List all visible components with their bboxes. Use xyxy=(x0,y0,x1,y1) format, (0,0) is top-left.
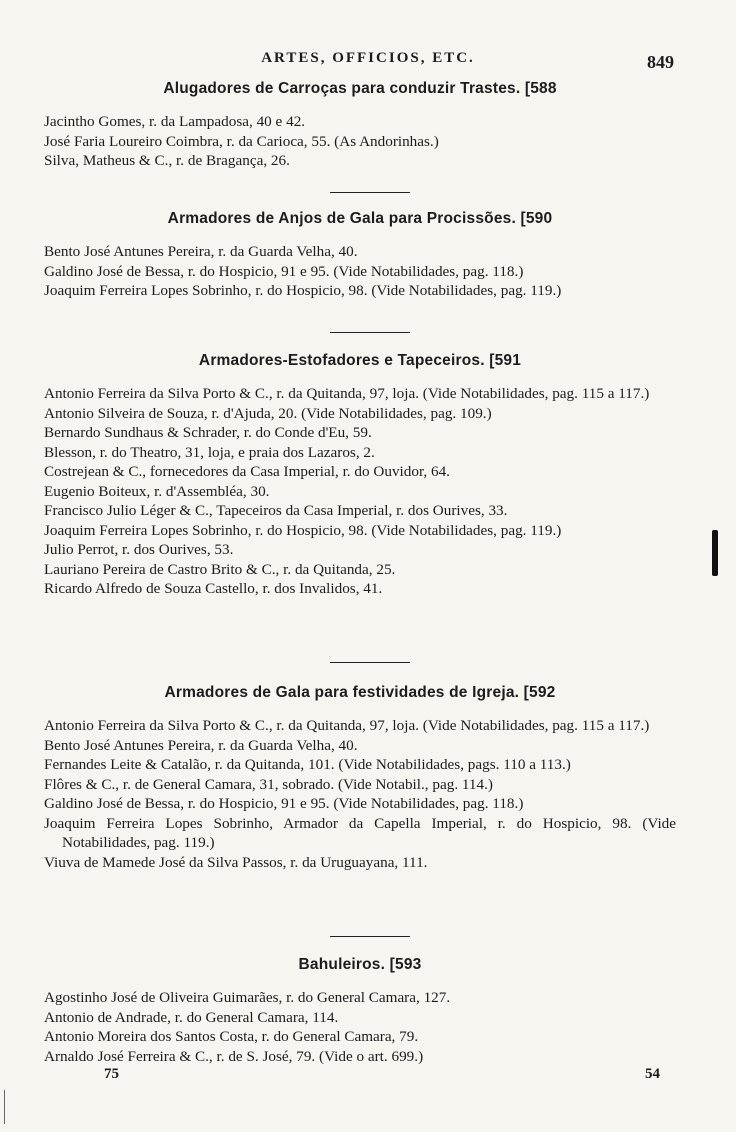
signature-mark-right: 54 xyxy=(645,1066,660,1082)
section-title: Bahuleiros. [593 xyxy=(298,956,422,973)
list-item: Jacintho Gomes, r. da Lampadosa, 40 e 42. xyxy=(44,113,306,130)
list-item: Flôres & C., r. de General Camara, 31, sobrado. (Vide Notabil., pag. 114.) xyxy=(44,775,493,793)
list-item: Bento José Antunes Pereira, r. da Guarda Velha, 40. xyxy=(44,243,358,260)
section-bahuleiros xyxy=(44,956,676,1066)
signature-mark-left: 75 xyxy=(104,1066,119,1082)
list-item: Antonio Ferreira da Silva Porto & C., r. da Quitanda, 97, loja. (Vide Notabilidades, pag. 115 a 117.) xyxy=(44,717,650,734)
list-item: Arnaldo José Ferreira & C., r. de S. José, 79. (Vide o art. 699.) xyxy=(44,1047,424,1065)
list-item: Bento José Antunes Pereira, r. da Guarda Velha, 40. xyxy=(44,736,358,754)
list-item: Joaquim Ferreira Lopes Sobrinho, Armador da Capella Imperial, r. do Hospicio, 98. (Vide Notabilidades, pag. 119.) xyxy=(44,814,676,851)
running-title: ARTES, OFFICIOS, ETC. xyxy=(261,50,475,66)
list-item: Antonio Moreira dos Santos Costa, r. do General Camara, 79. xyxy=(44,1028,419,1045)
scan-edge-line xyxy=(4,1090,5,1124)
list-item: Silva, Matheus & C., r. de Bragança, 26. xyxy=(44,152,290,169)
list-item: Bernardo Sundhaus & Schrader, r. do Conde d'Eu, 59. xyxy=(44,424,372,441)
section-title: Armadores de Anjos de Gala para Procissões. [590 xyxy=(167,210,553,227)
list-item: Joaquim Ferreira Lopes Sobrinho, r. do Hospicio, 98. (Vide Notabilidades, pag. 119.) xyxy=(44,282,562,299)
list-item: Blesson, r. do Theatro, 31, loja, e praia dos Lazaros, 2. xyxy=(44,443,375,461)
list-item: Costrejean & C., fornecedores da Casa Imperial, r. do Ouvidor, 64. xyxy=(44,463,450,480)
list-item: Ricardo Alfredo de Souza Castello, r. dos Invalidos, 41. xyxy=(44,580,383,597)
section-alugadores xyxy=(44,80,676,171)
page-number: 849 xyxy=(647,52,674,72)
section-title: Alugadores de Carroças para conduzir Trastes. [588 xyxy=(163,80,557,97)
list-item: Lauriano Pereira de Castro Brito & C., r. da Quitanda, 25. xyxy=(44,560,396,578)
list-item: Antonio Ferreira da Silva Porto & C., r. da Quitanda, 97, loja. (Vide Notabilidades, pag. 115 a 117.) xyxy=(44,385,650,402)
divider xyxy=(330,192,410,193)
list-item: José Faria Loureiro Coimbra, r. da Carioca, 55. (As Andorinhas.) xyxy=(44,132,439,150)
list-item: Fernandes Leite & Catalão, r. da Quitanda, 101. (Vide Notabilidades, pags. 110 a 113.) xyxy=(44,756,571,773)
list-item: Eugenio Boiteux, r. d'Assembléa, 30. xyxy=(44,482,270,500)
divider xyxy=(330,332,410,333)
list-item: Antonio de Andrade, r. do General Camara, 114. xyxy=(44,1008,339,1026)
section-anjos-de-gala xyxy=(44,210,676,301)
section-estofadores xyxy=(44,352,676,599)
section-title: Armadores-Estofadores e Tapeceiros. [591 xyxy=(198,352,522,369)
section-title: Armadores de Gala para festividades de Igreja. [592 xyxy=(164,684,556,701)
section-gala-igreja xyxy=(44,684,676,872)
list-item: Viuva de Mamede José da Silva Passos, r. da Uruguayana, 111. xyxy=(44,853,428,871)
list-item: Francisco Julio Léger & C., Tapeceiros da Casa Imperial, r. dos Ourives, 33. xyxy=(44,502,508,519)
divider xyxy=(330,662,410,663)
divider xyxy=(330,936,410,937)
list-item: Agostinho José de Oliveira Guimarães, r. do General Camara, 127. xyxy=(44,989,451,1006)
list-item: Galdino José de Bessa, r. do Hospicio, 91 e 95. (Vide Notabilidades, pag. 118.) xyxy=(44,262,524,280)
list-item: Julio Perrot, r. dos Ourives, 53. xyxy=(44,541,234,558)
list-item: Antonio Silveira de Souza, r. d'Ajuda, 20. (Vide Notabilidades, pag. 109.) xyxy=(44,404,492,422)
list-item: Joaquim Ferreira Lopes Sobrinho, r. do Hospicio, 98. (Vide Notabilidades, pag. 119.) xyxy=(44,521,562,539)
scan-artifact-mark xyxy=(712,530,718,576)
list-item: Galdino José de Bessa, r. do Hospicio, 91 e 95. (Vide Notabilidades, pag. 118.) xyxy=(44,795,524,812)
